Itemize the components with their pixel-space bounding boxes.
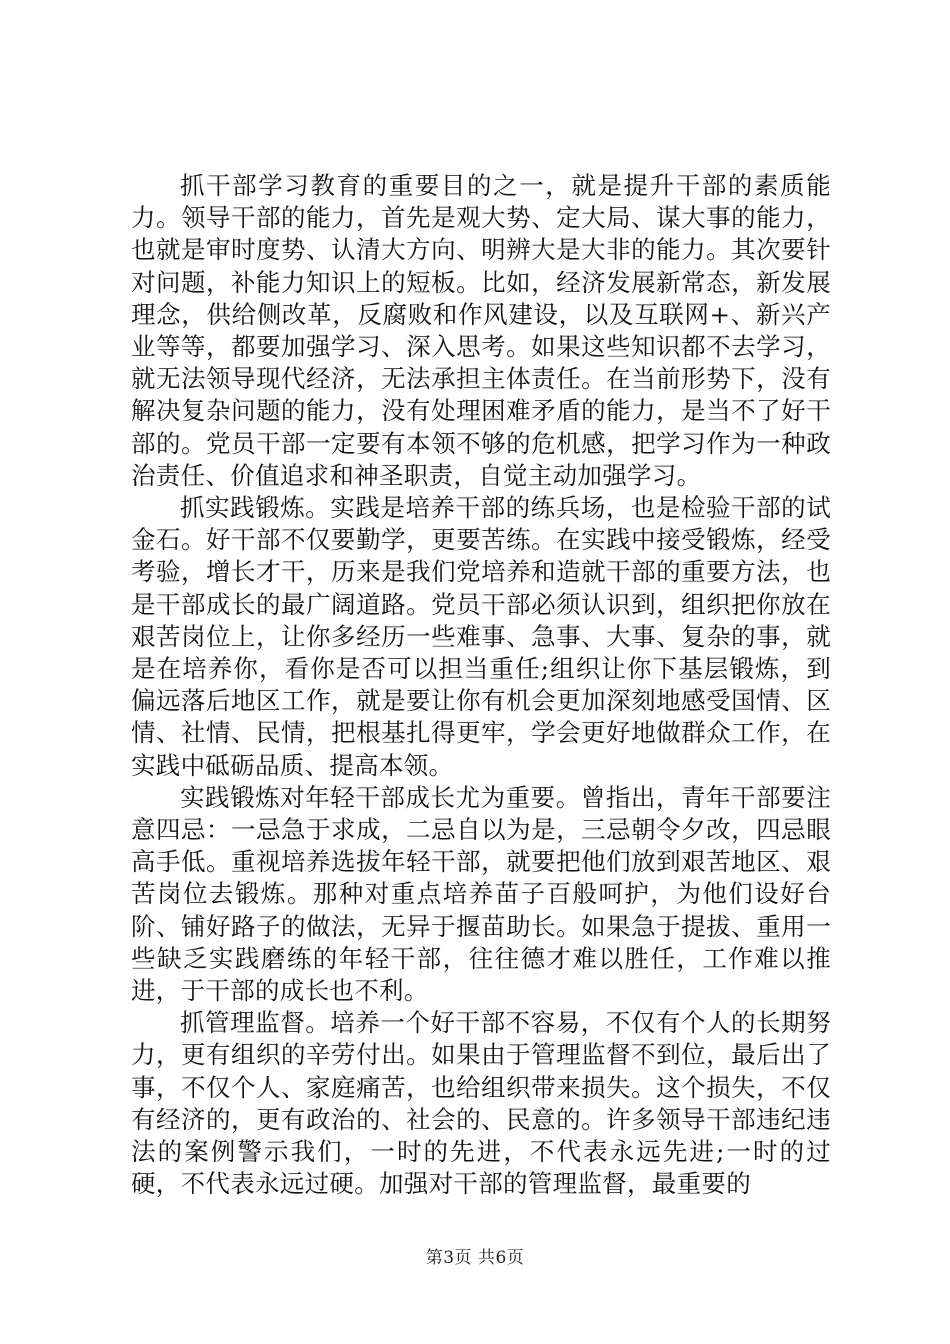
document-body <box>131 170 831 1201</box>
paragraph-study-education: 抓干部学习教育的重要目的之一，就是提升干部的素质能力。领导干部的能力，首先是观大势、定大局、谋大事的能力，也就是审时度势、认清大方向、明辨大是大非的能力。其次要针对问题，补能力知识上的短板。比如，经济发展新常态，新发展理念，供给侧改革，反腐败和作风建设，以及互联网+、新兴产业等等，都要加强学习、深入思考。如果这些知识都不去学习，就无法领导现代经济，无法承担主体责任。在当前形势下，没有解决复杂问题的能力，没有处理困难矛盾的能力，是当不了好干部的。党员干部一定要有本领不够的危机感，把学习作为一种政治责任、价值追求和神圣职责，自觉主动加强学习。 <box>131 171 831 490</box>
page-number-footer: 第3页 共6页 <box>425 1248 525 1268</box>
paragraph-management-supervision: 抓管理监督。培养一个好干部不容易，不仅有个人的长期努力，更有组织的辛劳付出。如果由于管理监督不到位，最后出了事，不仅个人、家庭痛苦，也给组织带来损失。这个损失，不仅有经济的，更有政治的、社会的、民意的。许多领导干部违纪违法的案例警示我们，一时的先进，不代表永远先进;一时的过硬，不代表永远过硬。加强对干部的管理监督，最重要的 <box>131 1008 831 1199</box>
paragraph-young-cadres: 实践锻炼对年轻干部成长尤为重要。曾指出，青年干部要注意四忌：一忌急于求成，二忌自以为是，三忌朝令夕改，四忌眼高手低。重视培养选拔年轻干部，就要把他们放到艰苦地区、艰苦岗位去锻炼。那种对重点培养苗子百般呵护，为他们设好台阶、铺好路子的做法，无异于揠苗助长。如果急于提拔、重用一些缺乏实践磨练的年轻干部，往往德才难以胜任，工作难以推进，于干部的成长也不利。 <box>131 782 831 1006</box>
paragraph-practice-training: 抓实践锻炼。实践是培养干部的练兵场，也是检验干部的试金石。好干部不仅要勤学，更要苦练。在实践中接受锻炼，经受考验，增长才干，历来是我们党培养和造就干部的重要方法，也是干部成长的最广阔道路。党员干部必须认识到，组织把你放在艰苦岗位上，让你多经历一些难事、急事、大事、复杂的事，就是在培养你，看你是否可以担当重任;组织让你下基层锻炼，到偏远落后地区工作，就是要让你有机会更加深刻地感受国情、区情、社情、民情，把根基扎得更牢，学会更好地做群众工作，在实践中砥砺品质、提高本领。 <box>131 493 831 780</box>
